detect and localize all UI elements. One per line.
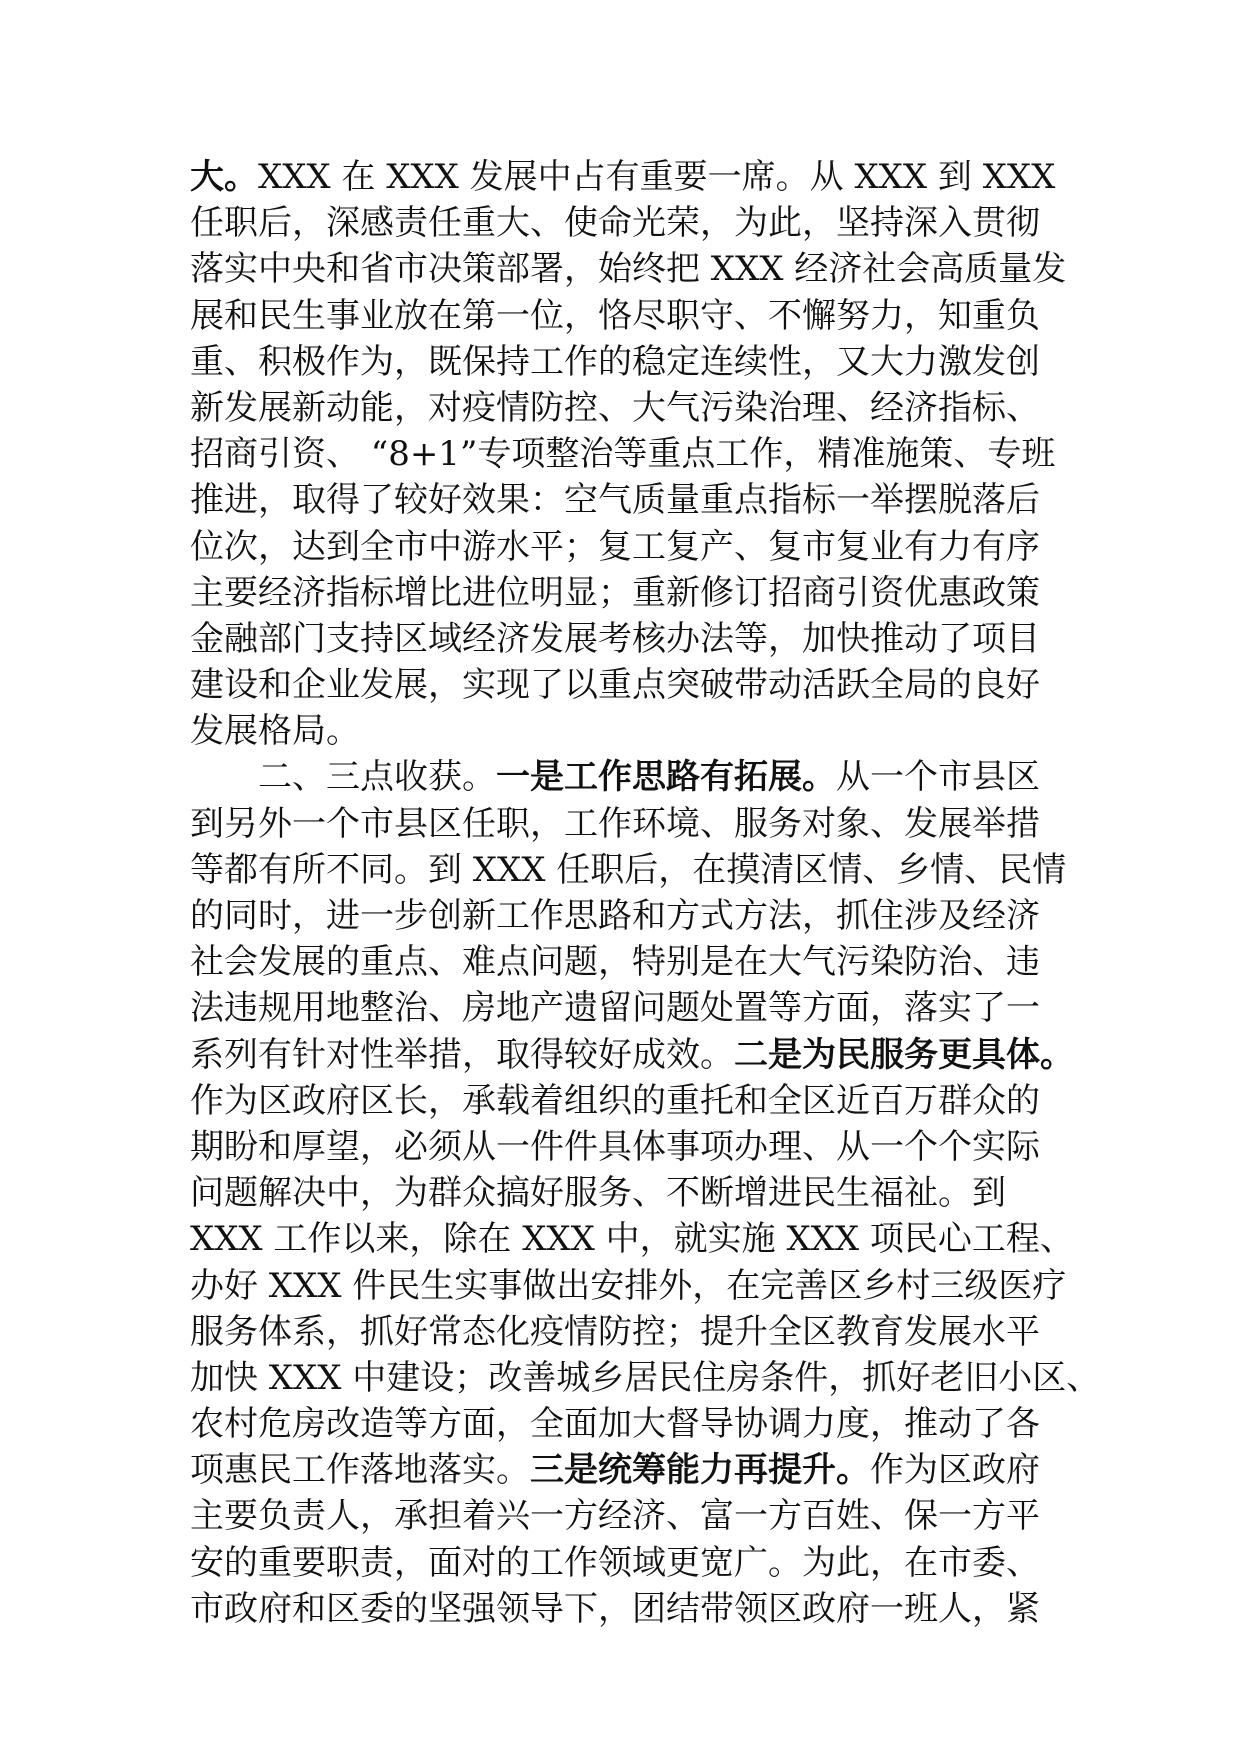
text-line [190, 1401, 1070, 1447]
bold-heading-text: 大。 [190, 157, 258, 197]
text-run: 二、三点收获。 [258, 757, 496, 798]
body-text [190, 154, 1101, 1632]
text-run: 重、积极作为，既保持工作的稳定连续性，又大力激发创 [190, 341, 1040, 382]
text-run: 服务体系，抓好常态化疫情防控；提升全区教育发展水平 [190, 1311, 1040, 1352]
text-run: 展和民生事业放在第一位，恪尽职守、不懈努力，知重负 [190, 295, 1040, 336]
text-line [190, 431, 1070, 477]
text-line [190, 385, 1070, 431]
text-line [190, 1263, 1070, 1309]
text-line [190, 246, 1070, 292]
text-line [190, 939, 1070, 985]
text-run: 新发展新动能，对疫情防控、大气污染治理、经济指标、 [190, 387, 1040, 428]
text-line [190, 1540, 1070, 1586]
text-line [190, 708, 1070, 754]
text-line [190, 1032, 1074, 1078]
text-run: 从一个市县区 [836, 757, 1040, 798]
text-run: 建设和企业发展，实现了以重点突破带动活跃全局的良好 [190, 665, 1040, 706]
text-line [190, 1447, 1070, 1493]
text-line [190, 1078, 1070, 1124]
text-line [190, 662, 1070, 708]
text-run: 项惠民工作落地落实。 [190, 1450, 530, 1491]
text-line [190, 570, 1070, 616]
text-run: 法违规用地整治、房地产遗留问题处置等方面，落实了一 [190, 988, 1040, 1029]
text-line [190, 1216, 1074, 1262]
bold-heading-text: 一是工作思路有拓展。 [496, 757, 836, 798]
bold-heading-text: 二是为民服务更具体。 [734, 1034, 1074, 1075]
text-line [190, 847, 1070, 893]
text-line [190, 801, 1070, 847]
text-run: 落实中央和省市决策部署，始终把 XXX 经济社会高质量发 [190, 249, 1067, 290]
text-line [190, 339, 1070, 385]
text-run: 的同时，进一步创新工作思路和方式方法，抓住涉及经济 [190, 896, 1040, 936]
text-run: 主要经济指标增比进位明显；重新修订招商引资优惠政策 [190, 572, 1040, 613]
text-line [190, 154, 1070, 200]
text-line [190, 1355, 1101, 1401]
text-run: 农村危房改造等方面，全面加大督导协调力度，推动了各 [190, 1404, 1040, 1445]
text-run: 主要负责人，承担着兴一方经济、富一方百姓、保一方平 [190, 1496, 1040, 1537]
text-line [190, 1124, 1070, 1170]
text-run: 期盼和厚望，必须从一件件具体事项办理、从一个个实际 [190, 1126, 1040, 1167]
text-line [190, 524, 1070, 570]
text-run: 位次，达到全市中游水平；复工复产、复市复业有力有序 [190, 526, 1040, 567]
text-run: XXX 工作以来，除在 XXX 中，就实施 XXX 项民心工程、 [190, 1219, 1074, 1260]
text-run: 任职后，深感责任重大、使命光荣，为此，坚持深入贯彻 [190, 203, 1040, 244]
text-run: 社会发展的重点、难点问题，特别是在大气污染防治、违 [190, 942, 1040, 983]
bold-heading-text: 三是统筹能力再提升。 [530, 1450, 870, 1491]
text-run: 作为区政府 [870, 1450, 1040, 1491]
text-line [190, 200, 1070, 246]
text-run: 办好 XXX 件民生实事做出安排外，在完善区乡村三级医疗 [190, 1265, 1067, 1306]
text-line [190, 1493, 1070, 1539]
text-run: 发展格局。 [190, 711, 360, 752]
text-line [190, 1309, 1070, 1355]
text-run: 作为区政府区长，承载着组织的重托和全区近百万群众的 [190, 1080, 1040, 1121]
text-run: XXX 在 XXX 发展中占有重要一席。从 XXX 到 XXX [258, 157, 1056, 197]
text-run: 到另外一个市县区任职，工作环境、服务对象、发展举措 [190, 803, 1040, 844]
text-run: 系列有针对性举措，取得较好成效。 [190, 1034, 734, 1075]
text-line [190, 893, 1070, 939]
text-line [190, 293, 1070, 339]
text-run: 推进，取得了较好效果：空气质量重点指标一举摆脱落后 [190, 480, 1040, 521]
text-run: 市政府和区委的坚强领导下，团结带领区政府一班人，紧 [190, 1588, 1040, 1629]
text-line [190, 754, 1070, 800]
text-run: 问题解决中，为群众搞好服务、不断增进民生福祉。到 [190, 1173, 1006, 1214]
text-run: 安的重要职责，面对的工作领域更宽广。为此，在市委、 [190, 1542, 1040, 1583]
text-run: 招商引资、 “8+1”专项整治等重点工作，精准施策、专班 [190, 434, 1056, 475]
text-line [190, 477, 1070, 523]
text-line [190, 1170, 1070, 1216]
text-run: 加快 XXX 中建设；改善城乡居民住房条件，抓好老旧小区、 [190, 1357, 1101, 1398]
text-line [190, 1586, 1070, 1632]
text-run: 等都有所不同。到 XXX 任职后，在摸清区情、乡情、民情 [190, 849, 1067, 890]
text-line [190, 616, 1070, 662]
text-run: 金融部门支持区域经济发展考核办法等，加快推动了项目 [190, 618, 1040, 659]
text-line [190, 985, 1070, 1031]
